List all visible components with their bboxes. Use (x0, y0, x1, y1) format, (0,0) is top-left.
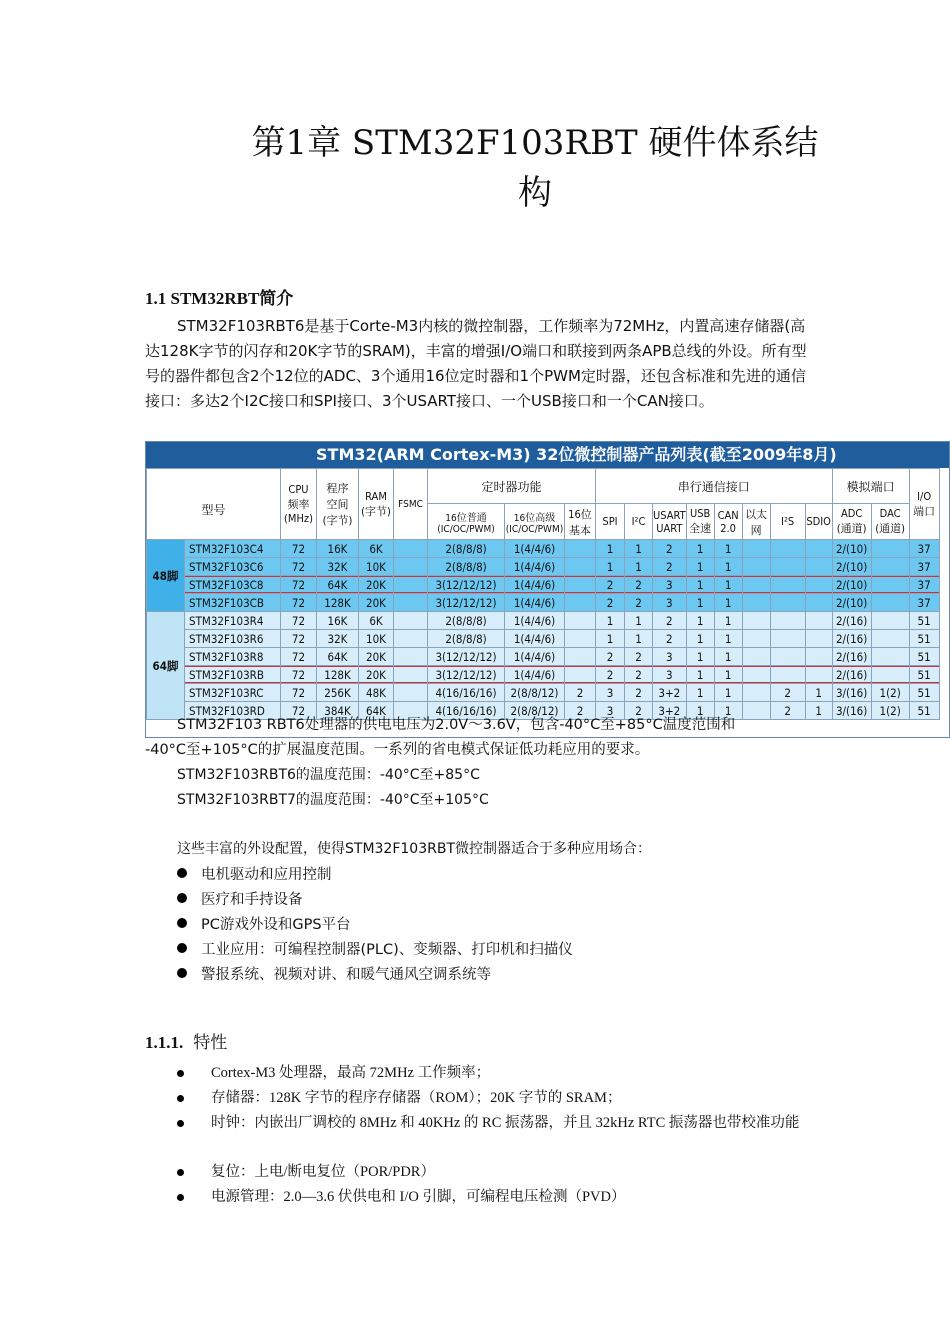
table-cell: 1 (686, 648, 714, 666)
table-cell: 2/(10) (832, 558, 871, 576)
th-prog: 程序 空间 (字节) (317, 469, 359, 540)
table-cell: 1(2) (871, 702, 909, 720)
table-cell: 1 (714, 576, 742, 594)
table-cell: 1 (625, 540, 653, 558)
table-row (147, 648, 940, 666)
table-cell: 37 (909, 558, 939, 576)
table-cell: 72 (281, 648, 317, 666)
table-cell (742, 702, 770, 720)
th-ram: RAM (字节) (359, 469, 394, 540)
table-cell: STM32F103C4 (185, 540, 281, 558)
table-cell: 16K (317, 540, 359, 558)
th-sub: 以太 网 (742, 504, 770, 540)
section-heading-1-1: 1.1 STM32RBT简介 (145, 289, 294, 308)
table-cell (742, 666, 770, 684)
table-cell: 1 (714, 666, 742, 684)
table-cell: STM32F103RB (185, 666, 281, 684)
table-cell: 3 (653, 666, 687, 684)
th-sub: I²S (770, 504, 805, 540)
table-cell: 2(8/8/8) (428, 558, 505, 576)
pin-group-cell: 64脚 (147, 612, 185, 720)
table-cell: 2 (565, 702, 596, 720)
table-cell: 1 (714, 612, 742, 630)
table-title: STM32(ARM Cortex-M3) 32位微控制器产品列表(截至2009年8月) (146, 442, 950, 468)
th-sub: 16位 基本 (565, 504, 596, 540)
table-cell (394, 630, 428, 648)
table-cell (394, 576, 428, 594)
table-cell: STM32F103R6 (185, 630, 281, 648)
table-cell: 72 (281, 540, 317, 558)
table-cell: 37 (909, 594, 939, 612)
table-cell: 51 (909, 648, 939, 666)
th-model: 型号 (147, 469, 281, 540)
table-cell (394, 684, 428, 702)
table-cell: 72 (281, 702, 317, 720)
table-cell: 37 (909, 576, 939, 594)
table-cell: 3+2 (653, 684, 687, 702)
table-cell (805, 558, 832, 576)
section-heading-1-1-1: 1.1.1. 特性 (145, 1033, 228, 1052)
app-item: PC游戏外设和GPS平台 (177, 913, 351, 934)
table-cell: 6K (359, 612, 394, 630)
table-cell: 20K (359, 594, 394, 612)
table-cell (565, 558, 596, 576)
table-cell: 1(4/4/6) (505, 576, 565, 594)
table-cell: STM32F103C8 (185, 576, 281, 594)
table-cell: 20K (359, 576, 394, 594)
table-cell (871, 612, 909, 630)
table-cell (805, 630, 832, 648)
table-cell: 51 (909, 702, 939, 720)
th-sub: I²C (625, 504, 653, 540)
table-cell: 2 (625, 666, 653, 684)
table-cell: 3 (653, 576, 687, 594)
table-cell: 1 (686, 684, 714, 702)
table-cell: 1 (625, 630, 653, 648)
th-io: I/O 端口 (909, 469, 939, 540)
table-cell: 64K (359, 702, 394, 720)
bullet-icon (177, 943, 187, 953)
table-cell: 2 (770, 684, 805, 702)
table-cell (565, 612, 596, 630)
table-cell: 3 (653, 648, 687, 666)
bullet-icon (177, 1169, 184, 1176)
apps-intro: 这些丰富的外设配置，使得STM32F103RBT微控制器适合于多种应用场合： (177, 841, 651, 857)
table-cell: 2 (625, 684, 653, 702)
th-sub: 16位普通 (IC/OC/PWM) (428, 504, 505, 540)
th-timer: 定时器功能 (428, 469, 596, 504)
app-item: 电机驱动和应用控制 (177, 863, 332, 884)
table-cell: 4(16/16/16) (428, 684, 505, 702)
table-cell (394, 648, 428, 666)
th-sub: ADC (通道) (832, 504, 871, 540)
th-sub: DAC (通道) (871, 504, 909, 540)
table-cell (871, 648, 909, 666)
table-cell: 72 (281, 630, 317, 648)
table-cell: 3/(16) (832, 702, 871, 720)
table-cell (805, 666, 832, 684)
table-cell (742, 630, 770, 648)
table-cell: 2(8/8/12) (505, 684, 565, 702)
table-row (147, 666, 940, 684)
table-cell: 1 (714, 540, 742, 558)
table-cell: 20K (359, 648, 394, 666)
table-cell: 72 (281, 594, 317, 612)
table-cell: STM32F103R8 (185, 648, 281, 666)
table-cell: 3 (596, 684, 625, 702)
table-cell: 2/(16) (832, 612, 871, 630)
table-cell: STM32F103C6 (185, 558, 281, 576)
th-sub: SDIO (805, 504, 832, 540)
th-sub: USB 全速 (686, 504, 714, 540)
table-cell: 1 (686, 666, 714, 684)
table-cell: 2/(10) (832, 594, 871, 612)
table-cell: 256K (317, 684, 359, 702)
table-cell: 6K (359, 540, 394, 558)
th-cpu: CPU 频率 (MHz) (281, 469, 317, 540)
table-cell: 1(4/4/6) (505, 558, 565, 576)
table-cell (770, 666, 805, 684)
table-cell: 1(4/4/6) (505, 666, 565, 684)
table-cell: 3(12/12/12) (428, 666, 505, 684)
table-cell: 10K (359, 630, 394, 648)
table-cell: 32K (317, 630, 359, 648)
table-cell: 1 (596, 540, 625, 558)
table-cell: 3 (653, 594, 687, 612)
table-cell (394, 666, 428, 684)
table-cell: 1 (714, 702, 742, 720)
table-cell (805, 594, 832, 612)
table-cell: 1 (686, 576, 714, 594)
table-cell (871, 558, 909, 576)
feature-item: 复位：上电/断电复位（POR/PDR） (177, 1160, 817, 1184)
table-cell (805, 612, 832, 630)
th-serial: 串行通信接口 (596, 469, 833, 504)
feature-item: 时钟：内嵌出厂调校的 8MHz 和 40KHz 的 RC 振荡器，并且 32kHz RTC 振荡器也带校准功能 (177, 1111, 817, 1135)
table-cell: STM32F103RC (185, 684, 281, 702)
table-cell: 3/(16) (832, 684, 871, 702)
table-row (147, 594, 940, 612)
table-cell: 1(4/4/6) (505, 540, 565, 558)
table-cell: 37 (909, 540, 939, 558)
table-cell: 51 (909, 684, 939, 702)
table-cell: 3(12/12/12) (428, 648, 505, 666)
table-cell: 1 (714, 558, 742, 576)
table-cell (871, 666, 909, 684)
table-cell (565, 648, 596, 666)
table-cell: 1 (686, 630, 714, 648)
app-item: 医疗和手持设备 (177, 888, 303, 909)
table-cell (742, 558, 770, 576)
bullet-icon (177, 868, 187, 878)
table-cell: 128K (317, 594, 359, 612)
table-cell (394, 612, 428, 630)
table-cell (871, 594, 909, 612)
table-cell: 2 (596, 666, 625, 684)
table-row (147, 576, 940, 594)
table-cell: 2 (653, 558, 687, 576)
feature-item: Cortex-M3 处理器，最高 72MHz 工作频率； (177, 1061, 817, 1085)
table-cell: 3+2 (653, 702, 687, 720)
table-cell (871, 540, 909, 558)
title-line-1: 第1章 STM32F103RBT 硬件体系结 (251, 123, 819, 163)
table-cell: 2(8/8/8) (428, 630, 505, 648)
chapter-title (230, 118, 840, 218)
table-cell: 1 (714, 630, 742, 648)
table-cell: 1 (625, 612, 653, 630)
table-cell: 1 (596, 612, 625, 630)
power-line-2: -40°C至+105°C的扩展温度范围。一系列的省电模式保证低功耗应用的要求。 (145, 742, 650, 758)
table-cell (770, 594, 805, 612)
table-cell (770, 630, 805, 648)
table-cell (565, 630, 596, 648)
table-cell (742, 576, 770, 594)
table-cell (871, 630, 909, 648)
table-cell: 2(8/8/8) (428, 540, 505, 558)
table-cell: 2/(10) (832, 576, 871, 594)
table-cell: 1(4/4/6) (505, 648, 565, 666)
table-row (147, 558, 940, 576)
bullet-icon (177, 1194, 184, 1201)
table-cell: 20K (359, 666, 394, 684)
table-cell: 128K (317, 666, 359, 684)
table-cell: 1 (805, 684, 832, 702)
table-cell: 51 (909, 630, 939, 648)
table-cell: 1 (714, 648, 742, 666)
table-cell: 2 (625, 594, 653, 612)
table-cell (565, 540, 596, 558)
table-cell (394, 558, 428, 576)
table-cell: 2 (596, 594, 625, 612)
bullet-icon (177, 968, 187, 978)
table-cell (742, 648, 770, 666)
table-cell (805, 576, 832, 594)
table-cell: 32K (317, 558, 359, 576)
table-cell: STM32F103RD (185, 702, 281, 720)
table-cell: 1 (686, 702, 714, 720)
table-cell: 1(4/4/6) (505, 594, 565, 612)
table-cell (805, 540, 832, 558)
intro-paragraph (145, 314, 810, 414)
table-cell: 2 (596, 648, 625, 666)
table-cell: 72 (281, 558, 317, 576)
table-cell: 384K (317, 702, 359, 720)
table-cell: 2 (653, 540, 687, 558)
bullet-icon (177, 918, 187, 928)
table-cell (742, 684, 770, 702)
table-cell: 1 (805, 702, 832, 720)
intro-text: STM32F103RBT6是基于Corte-M3内核的微控制器，工作频率为72MHz，内置高速存储器(高达128K字节的闪存和20K字节的SRAM)，丰富的增强I/O端口和联接到两条APB总线的外设。所有型号的器件都包含2个12位的ADC、3个通用16位定时器和1个PWM定时器，还包含标准和先进的通信接口：多达2个I2C接口和SPI接口、3个USART接口、一个USB接口和一个CAN接口。 (145, 317, 807, 410)
table-cell: 3(12/12/12) (428, 576, 505, 594)
title-line-2: 构 (518, 173, 552, 213)
table-cell: 4(16/16/16) (428, 702, 505, 720)
bullet-icon (177, 893, 187, 903)
table-cell (770, 540, 805, 558)
table-cell: 2 (653, 612, 687, 630)
th-sub: USART UART (653, 504, 687, 540)
table-cell: 1 (714, 594, 742, 612)
pin-group-cell: 48脚 (147, 540, 185, 612)
table-cell: 64K (317, 576, 359, 594)
table-cell: 16K (317, 612, 359, 630)
table-cell: STM32F103R4 (185, 612, 281, 630)
table-cell: 3 (596, 702, 625, 720)
bullet-icon (177, 1070, 184, 1077)
temp-range-rbt6: STM32F103RBT6的温度范围：-40°C至+85°C (177, 767, 480, 783)
table-cell (805, 648, 832, 666)
table-cell: 2/(16) (832, 630, 871, 648)
table-cell (394, 594, 428, 612)
table-cell (565, 576, 596, 594)
table-cell: 1 (596, 558, 625, 576)
table-cell: 1 (686, 558, 714, 576)
table-cell: 2 (653, 630, 687, 648)
table-cell: 1 (686, 540, 714, 558)
app-item: 工业应用：可编程控制器(PLC)、变频器、打印机和扫描仪 (177, 938, 573, 959)
table-cell: 72 (281, 612, 317, 630)
feature-item: 存储器：128K 字节的程序存储器（ROM）；20K 字节的 SRAM； (177, 1086, 817, 1110)
table-cell (871, 576, 909, 594)
app-item: 警报系统、视频对讲、和暖气通风空调系统等 (177, 963, 491, 984)
table-cell: 1 (596, 630, 625, 648)
table-cell: 51 (909, 666, 939, 684)
table-cell (742, 594, 770, 612)
th-fsmc: FSMC (394, 469, 428, 540)
bullet-icon (177, 1120, 184, 1127)
table-row (147, 612, 940, 630)
table-cell (394, 540, 428, 558)
table-cell: 2 (770, 702, 805, 720)
table-cell: 10K (359, 558, 394, 576)
table-cell: 72 (281, 576, 317, 594)
table-cell: 2(8/8/12) (505, 702, 565, 720)
table-cell (770, 558, 805, 576)
table-row (147, 684, 940, 702)
table-cell: 48K (359, 684, 394, 702)
table-cell (742, 540, 770, 558)
table-cell: 2 (596, 576, 625, 594)
bullet-icon (177, 1095, 184, 1102)
th-sub: 16位高级 (IC/OC/PWM) (505, 504, 565, 540)
table-cell: 2(8/8/8) (428, 612, 505, 630)
table-cell: 2/(10) (832, 540, 871, 558)
table-cell: 1 (714, 684, 742, 702)
table-cell: 2 (565, 684, 596, 702)
table-row (147, 630, 940, 648)
table-cell: 64K (317, 648, 359, 666)
table-cell (742, 612, 770, 630)
product-table-image (145, 441, 950, 738)
temp-range-rbt7: STM32F103RBT7的温度范围：-40°C至+105°C (177, 792, 489, 808)
table-cell: 51 (909, 612, 939, 630)
table-cell (770, 576, 805, 594)
th-sub: SPI (596, 504, 625, 540)
table-cell: 72 (281, 684, 317, 702)
table-cell: 1 (686, 612, 714, 630)
table-cell: 1 (686, 594, 714, 612)
th-sub: CAN 2.0 (714, 504, 742, 540)
table-cell: 2/(16) (832, 648, 871, 666)
table-cell (770, 612, 805, 630)
table-cell: 1 (625, 558, 653, 576)
table-cell: 2 (625, 576, 653, 594)
th-analog: 模拟端口 (832, 469, 909, 504)
table-cell: 1(4/4/6) (505, 630, 565, 648)
table-cell: 1(2) (871, 684, 909, 702)
table-row (147, 540, 940, 558)
table-cell: 3(12/12/12) (428, 594, 505, 612)
table-cell (565, 666, 596, 684)
table-cell: 2/(16) (832, 666, 871, 684)
table-cell: 2 (625, 702, 653, 720)
product-table (146, 468, 940, 720)
table-cell: STM32F103CB (185, 594, 281, 612)
table-cell: 72 (281, 666, 317, 684)
table-cell (565, 594, 596, 612)
table-cell (770, 648, 805, 666)
power-line-1: STM32F103 RBT6处理器的供电电压为2.0V～3.6V，包含-40°C至+85°C温度范围和 (177, 717, 736, 733)
table-cell: 2 (625, 648, 653, 666)
table-cell: 1(4/4/6) (505, 612, 565, 630)
feature-item: 电源管理：2.0—3.6 伏供电和 I/O 引脚，可编程电压检测（PVD） (177, 1185, 817, 1209)
